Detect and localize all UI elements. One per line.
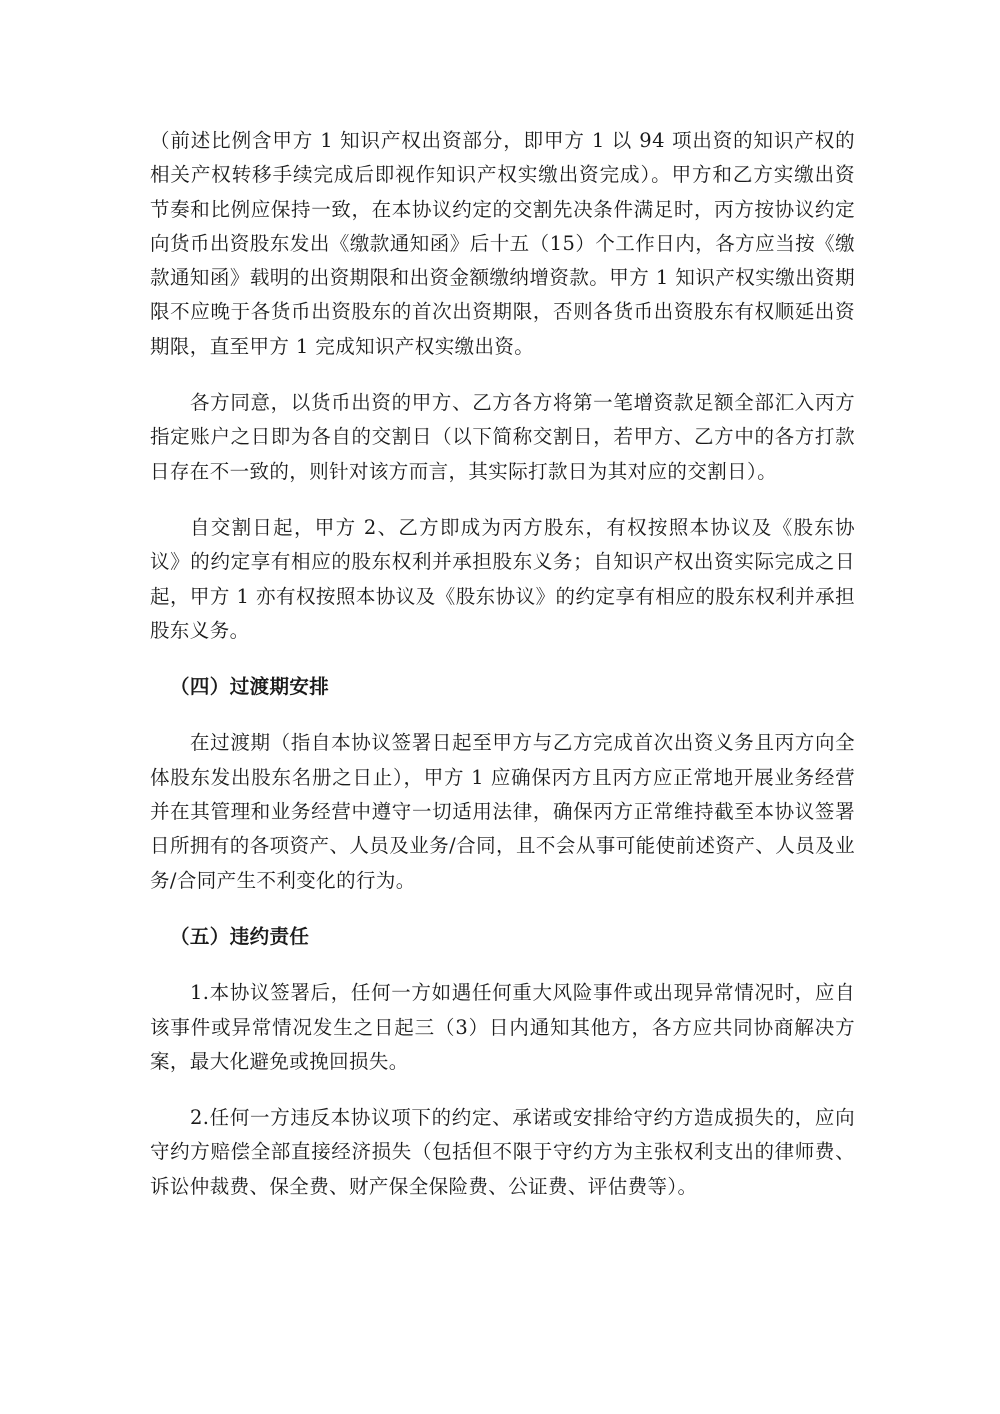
paragraph-capital-contribution: （前述比例含甲方 1 知识产权出资部分，即甲方 1 以 94 项出资的知识产权的相关产权转移手续完成后即视作知识产权实缴出资完成）。甲方和乙方实缴出资节奏和比例应保持一致，在本协议约定的交割先决条件满足时，丙方按协议约定向货币出资股东发出《缴款通知函》后十五（15）个工作日内，各方应当按《缴款通知函》载明的出资期限和出资金额缴纳增资款。甲方 1 知识产权实缴出资期限不应晚于各货币出资股东的首次出资期限，否则各货币出资股东有权顺延出资期限，直至甲方 1 完成知识产权实缴出资。: [150, 129, 855, 358]
heading-breach-liability: （五）违约责任: [170, 924, 310, 948]
paragraph-breach-clause-2: 2.任何一方违反本协议项下的约定、承诺或安排给守约方造成损失的，应向守约方赔偿全部直接经济损失（包括但不限于守约方为主张权利支出的律师费、诉讼仲裁费、保全费、财产保全保险费、公证费、评估费等）。: [150, 1106, 855, 1198]
document-page: [150, 124, 855, 1204]
paragraph-shareholder-rights: 自交割日起，甲方 2、乙方即成为丙方股东，有权按照本协议及《股东协议》的约定享有相应的股东权利并承担股东义务；自知识产权出资实际完成之日起，甲方 1 亦有权按照本协议及《股东协议》的约定享有相应的股东权利并承担股东义务。: [150, 515, 855, 642]
paragraph-closing-date: 各方同意，以货币出资的甲方、乙方各方将第一笔增资款足额全部汇入丙方指定账户之日即为各自的交割日（以下简称交割日，若甲方、乙方中的各方打款日存在不一致的，则针对该方而言，其实际打款日为其对应的交割日）。: [150, 391, 855, 483]
paragraph-transition-period: 在过渡期（指自本协议签署日起至甲方与乙方完成首次出资义务且丙方向全体股东发出股东名册之日止），甲方 1 应确保丙方且丙方应正常地开展业务经营并在其管理和业务经营中遵守一切适用法律，确保丙方正常维持截至本协议签署日所拥有的各项资产、人员及业务/合同，且不会从事可能使前述资产、人员及业务/合同产生不利变化的行为。: [150, 731, 855, 892]
heading-transition-period: （四）过渡期安排: [170, 675, 330, 699]
paragraph-breach-clause-1: 1.本协议签署后，任何一方如遇任何重大风险事件或出现异常情况时，应自该事件或异常情况发生之日起三（3）日内通知其他方，各方应共同协商解决方案，最大化避免或挽回损失。: [150, 981, 855, 1073]
